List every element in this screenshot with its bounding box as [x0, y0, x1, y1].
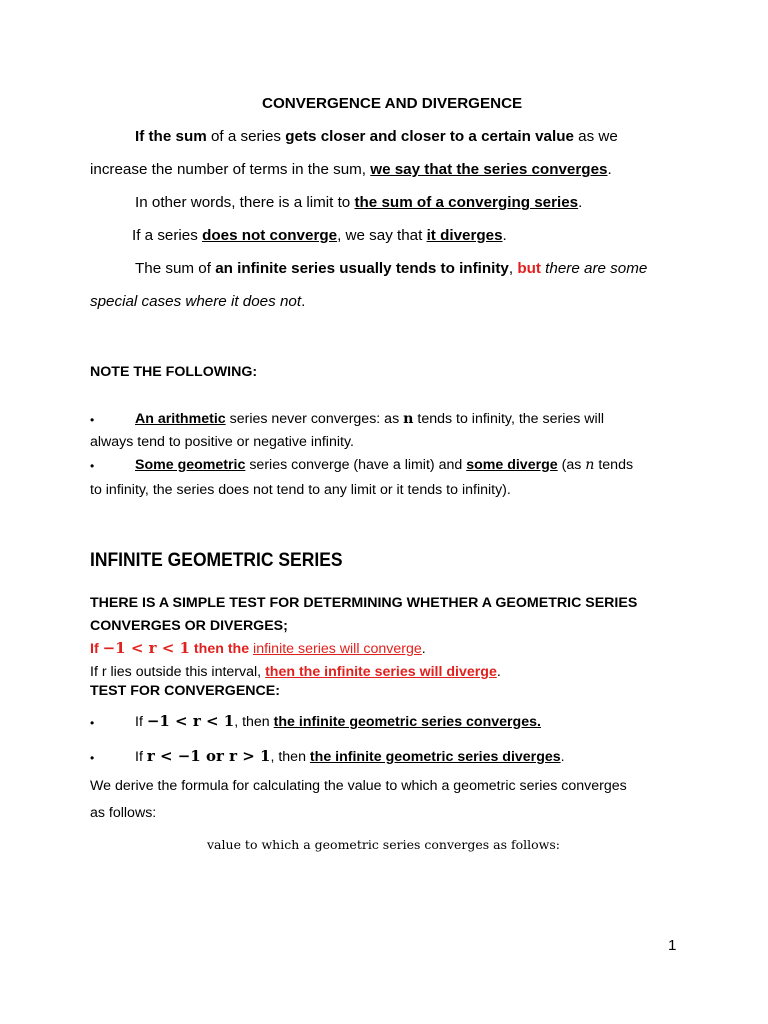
- test-convergence-heading: TEST FOR CONVERGENCE:: [90, 683, 280, 699]
- text: .: [560, 749, 565, 765]
- text-italic: special cases where it does not: [90, 293, 302, 310]
- bullet-arithmetic-line2: always tend to positive or negative infinity.: [90, 434, 354, 450]
- text-red-bold: but: [517, 260, 541, 277]
- text: .: [502, 227, 507, 244]
- text-bold-underline: Some geometric: [135, 457, 246, 473]
- text-italic: there are some: [540, 260, 648, 277]
- bullet-diverges: [135, 747, 565, 765]
- text: , then: [270, 749, 310, 765]
- derive-line2: as follows:: [90, 805, 157, 821]
- text-bold-underline: some diverge: [466, 457, 558, 473]
- math-variable: n: [585, 457, 595, 473]
- text-bold-underline: the infinite geometric series converges.: [273, 714, 541, 730]
- derive-line1: We derive the formula for calculating the value to which a geometric series converges: [90, 778, 627, 794]
- text-bold-underline: does not converge: [202, 227, 338, 244]
- test-heading-line2: CONVERGES OR DIVERGES;: [90, 618, 288, 634]
- text: tends: [594, 457, 634, 473]
- text-bold-underline: An arithmetic: [135, 411, 226, 427]
- text: , then: [234, 714, 274, 730]
- text-bold-underline: the infinite geometric series diverges: [309, 749, 561, 765]
- bullet-icon: •: [90, 459, 95, 473]
- red-rule-converge: [90, 639, 426, 657]
- text: series never converges: as: [225, 411, 404, 427]
- text-bold: gets closer and closer to a certain value: [285, 128, 574, 145]
- section-heading: INFINITE GEOMETRIC SERIES: [90, 550, 343, 571]
- math-variable: n: [403, 411, 414, 427]
- note-heading: NOTE THE FOLLOWING:: [90, 364, 258, 380]
- math-inequality: −1 < r < 1: [146, 712, 235, 730]
- bullet-icon: •: [90, 716, 95, 730]
- outside-interval-rule: [90, 664, 501, 680]
- paragraph-infinite-line2: [90, 293, 305, 310]
- text-bold: an infinite series usually tends to infinity: [215, 260, 509, 277]
- text: .: [578, 194, 583, 211]
- bullet-arithmetic-line1: [135, 411, 604, 427]
- text: as we: [573, 128, 618, 145]
- text: If: [135, 714, 147, 730]
- text: tends to infinity, the series will: [413, 411, 604, 427]
- bullet-icon: •: [90, 751, 95, 765]
- text: series converge (have a limit) and: [245, 457, 467, 473]
- paragraph-limit: [135, 194, 582, 211]
- paragraph-infinite-line1: [135, 260, 647, 277]
- text-bold: If the sum: [135, 128, 207, 145]
- text: increase the number of terms in the sum,: [90, 161, 371, 178]
- text-bold-underline: we say that the series converges: [370, 161, 608, 178]
- text: In other words, there is a limit to: [135, 194, 355, 211]
- test-heading-line1: THERE IS A SIMPLE TEST FOR DETERMINING WHETHER A GEOMETRIC SERIES: [90, 595, 638, 611]
- text: .: [421, 641, 426, 657]
- text-red-bold-underline: then the infinite series will diverge: [265, 664, 497, 680]
- text: (as: [557, 457, 586, 473]
- text: If: [135, 749, 147, 765]
- formula-caption: value to which a geometric series converges as follows:: [207, 837, 561, 852]
- text: then the: [189, 641, 254, 657]
- text: , we say that: [337, 227, 427, 244]
- text: .: [607, 161, 612, 178]
- paragraph-converges-line2: [90, 161, 612, 178]
- page-number: 1: [668, 937, 677, 954]
- text: The sum of: [135, 260, 216, 277]
- bullet-geometric-line1: [135, 457, 633, 473]
- bullet-geometric-line2: to infinity, the series does not tend to any limit or it tends to infinity).: [90, 482, 511, 498]
- text: If: [90, 641, 103, 657]
- paragraph-converges-line1: [135, 128, 618, 145]
- text-bold-underline: it diverges: [426, 227, 503, 244]
- text: of a series: [206, 128, 286, 145]
- math-inequality: r < −1 or r > 1: [146, 747, 271, 765]
- text: ,: [508, 260, 518, 277]
- bullet-converges: [135, 712, 541, 730]
- text-underline: infinite series will converge: [253, 641, 422, 657]
- bullet-icon: •: [90, 413, 95, 427]
- text: If a series: [132, 227, 203, 244]
- page-title: CONVERGENCE AND DIVERGENCE: [262, 95, 523, 112]
- text: .: [301, 293, 306, 310]
- text-bold-underline: the sum of a converging series: [354, 194, 579, 211]
- paragraph-diverges: [132, 227, 507, 244]
- text: If r lies outside this interval,: [90, 664, 266, 680]
- math-inequality: −1 < r < 1: [102, 639, 190, 657]
- text: .: [496, 664, 501, 680]
